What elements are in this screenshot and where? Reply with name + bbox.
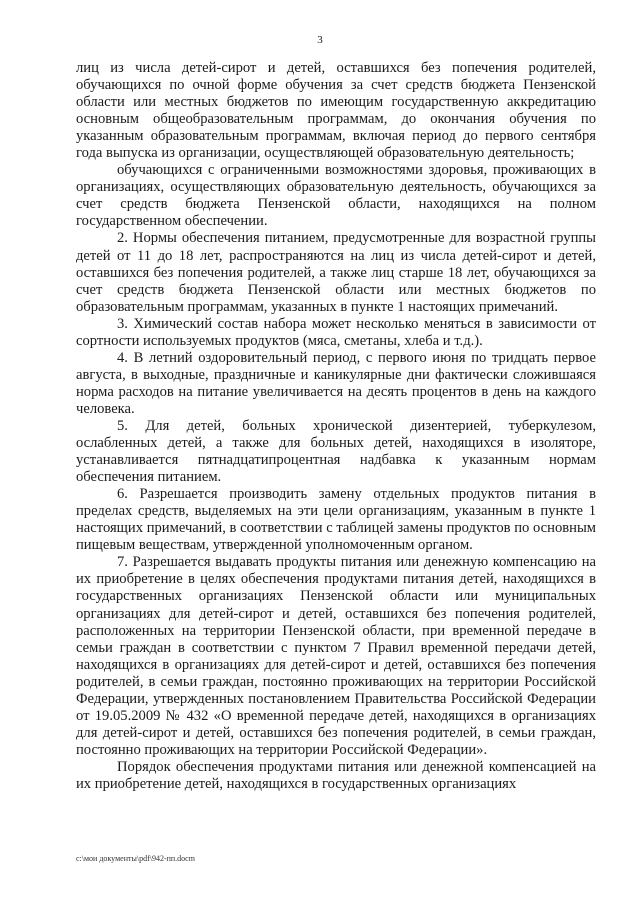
- footer-file-path: c:\мои документы\pdf\942-пп.docm: [76, 854, 195, 863]
- document-body: [76, 60, 596, 793]
- paragraph-note-4: 4. В летний оздоровительный период, с первого июня по тридцать первое августа, в выходные, праздничные и каникулярные дни фактически сложившаяся норма расходов на питание увеличивается на десять процентов в день на каждого человека.: [76, 349, 596, 417]
- paragraph-disabled-students: обучающихся с ограниченными возможностями здоровья, проживающих в организациях, осуществляющих образовательную деятельность, обучающихся за счет средств бюджета Пензенской области, находящихся на полном государственном обеспечении.: [76, 162, 596, 230]
- paragraph-note-2: 2. Нормы обеспечения питанием, предусмотренные для возрастной группы детей от 11 до 18 лет, распространяются на лиц из числа детей-сирот и детей, оставшихся без попечения родителей, а также лиц старше 18 лет, обучающихся за счет средств бюджета Пензенской области или местных бюджетов по образовательным программам, указанных в пункте 1 настоящих примечаний.: [76, 230, 596, 315]
- paragraph-note-6: 6. Разрешается производить замену отдельных продуктов питания в пределах средств, выделяемых на эти цели организациям, указанным в пункте 1 настоящих примечаний, в соответствии с таблицей замены продуктов по основным пищевым веществам, утвержденной уполномоченным органом.: [76, 486, 596, 554]
- page-number: 3: [317, 34, 323, 46]
- paragraph-continuation: лиц из числа детей-сирот и детей, оставшихся без попечения родителей, обучающихся по очной форме обучения за счет средств бюджета Пензенской области или местных бюджетов по имеющим государственную аккредитацию основным общеобразовательным программам, до окончания обучения по указанным образовательным программам, включая период до первого сентября года выпуска из организации, осуществляющей образовательную деятельность;: [76, 60, 596, 162]
- paragraph-note-7: 7. Разрешается выдавать продукты питания или денежную компенсацию на их приобретение в целях обеспечения продуктами питания детей, находящихся в государственных организациях Пензенской области или муниципальных организациях для детей-сирот и детей, оставшихся без попечения родителей, расположенных на территории Пензенской области, при временной передаче в семьи граждан в соответствии с пунктом 7 Правил временной передачи детей, находящихся в организациях для детей-сирот и детей, оставшихся без попечения родителей, в семьи граждан, постоянно проживающих на территории Российской Федерации, утвержденных постановлением Правительства Российской Федерации от 19.05.2009 № 432 «О временной передаче детей, находящихся в организациях для детей-сирот и детей, оставшихся без попечения родителей, в семьи граждан, постоянно проживающих на территории Российской Федерации».: [76, 554, 596, 758]
- paragraph-note-5: 5. Для детей, больных хронической дизентерией, туберкулезом, ослабленных детей, а также для больных детей, находящихся в изоляторе, устанавливается пятнадцатипроцентная надбавка к указанным нормам обеспечения питанием.: [76, 417, 596, 486]
- paragraph-note-3: 3. Химический состав набора может несколько меняться в зависимости от сортности используемых продуктов (мяса, сметаны, хлеба и т.д.).: [76, 315, 596, 349]
- paragraph-procedure: Порядок обеспечения продуктами питания или денежной компенсацией на их приобретение детей, находящихся в государственных организациях: [76, 758, 596, 792]
